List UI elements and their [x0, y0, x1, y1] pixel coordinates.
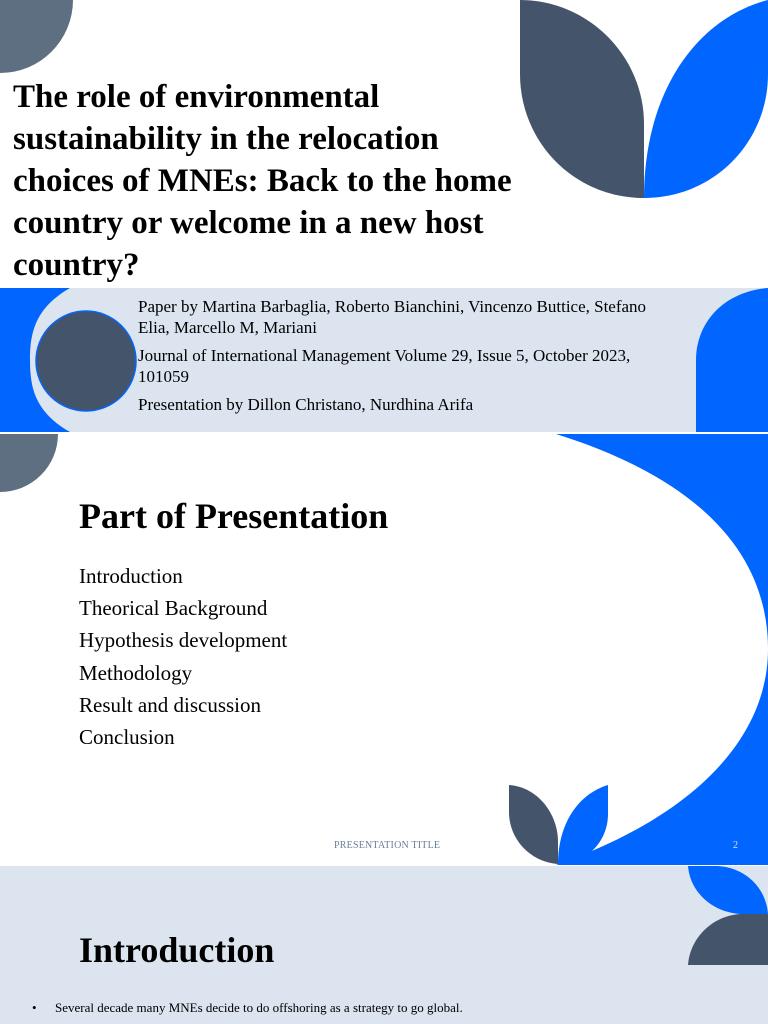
presenters-text: Presentation by Dillon Christano, Nurdhina Arifa — [138, 395, 474, 414]
list-item: Conclusion — [79, 725, 175, 750]
journal-text: Journal of International Management Volume 29, Issue 5, October 2023, 101059 — [138, 346, 631, 386]
list-item: Methodology — [79, 660, 193, 685]
introduction-slide — [0, 866, 768, 1024]
leaf-pair-decoration — [518, 0, 768, 200]
list-item: Result and discussion — [79, 692, 261, 717]
bullet-icon: • — [32, 1000, 37, 1015]
bullet-text: Several decade many MNEs decide to do offshoring as a strategy to go global. — [55, 1000, 463, 1015]
small-leaf-pair-decoration — [508, 784, 612, 865]
list-item — [32, 999, 463, 1017]
footer-title: PRESENTATION TITLE — [334, 840, 441, 851]
list-item: Theorical Background — [79, 596, 268, 621]
contents-slide — [0, 434, 768, 865]
contents-list — [79, 560, 287, 753]
presentation-title: The role of environmental sustainability in the relocation choices of MNEs: Back to the home country or welcome in a new host country? — [13, 79, 512, 283]
introduction-heading: Introduction — [79, 930, 275, 970]
title-slide — [0, 0, 768, 432]
list-item: Hypothesis development — [79, 628, 288, 653]
leaf-shapes-decoration — [688, 866, 768, 966]
paper-info — [138, 296, 668, 422]
page-number: 2 — [733, 840, 738, 851]
authors-text: Paper by Martina Barbaglia, Roberto Bianchini, Vincenzo Buttice, Stefano Elia, Marcello M, Mariani — [138, 297, 647, 337]
corner-quarter-circle-decoration — [0, 0, 80, 80]
contents-heading: Part of Presentation — [79, 496, 389, 536]
list-item: Introduction — [79, 564, 183, 588]
